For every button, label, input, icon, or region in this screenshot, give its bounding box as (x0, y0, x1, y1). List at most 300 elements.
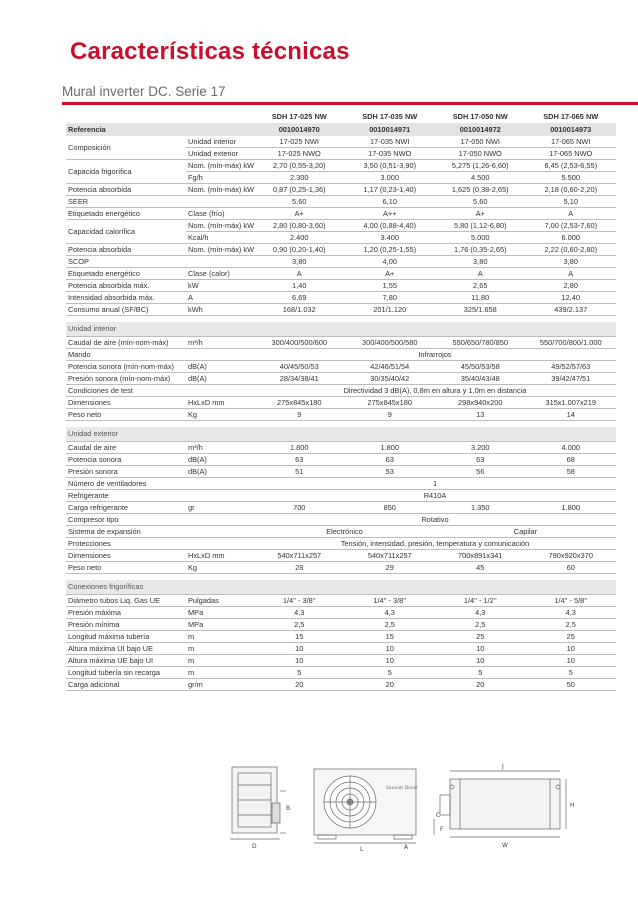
row-unit: Nom. (mín-máx) kW (188, 220, 254, 230)
row-value: 439/2.137 (526, 304, 617, 316)
table-row (66, 502, 616, 514)
row-value: 5 (526, 667, 617, 679)
row-value: A+ (345, 268, 436, 280)
row-value: 2,70 (0,55-3,20) (254, 160, 345, 172)
row-label: Caudal de aire (mín-nom-máx) (66, 337, 186, 349)
row-value: 42/46/51/54 (345, 361, 436, 373)
row-value: Capilar (435, 526, 616, 538)
row-value: 850 (345, 502, 436, 514)
row-label: Potencia absorbida máx. (66, 280, 186, 292)
row-value: Electrónico (254, 526, 435, 538)
row-value: 12,40 (526, 292, 617, 304)
row-value: 56 (435, 466, 526, 478)
table-row (66, 304, 616, 316)
row-value: 63 (435, 454, 526, 466)
row-value: 1,76 (0,35-2,65) (435, 244, 526, 256)
row-value: 1/4'' - 1/2'' (435, 595, 526, 607)
row-unit: Pulgadas (186, 595, 254, 607)
table-row (66, 397, 616, 409)
row-value: 5,60 (435, 196, 526, 208)
table-row (66, 256, 616, 268)
table-row (66, 490, 616, 502)
row-value: 2,5 (345, 619, 436, 631)
row-unit: kW (186, 280, 254, 292)
row-value: 5 (435, 667, 526, 679)
row-value: 5 (345, 667, 436, 679)
row-value: Infrarrojos (254, 349, 616, 361)
row-value: 3.000 (345, 172, 436, 184)
table-row (66, 268, 616, 280)
row-value: 68 (526, 454, 617, 466)
row-value: 60 (526, 562, 617, 574)
row-value: 63 (254, 454, 345, 466)
row-value: 4,3 (345, 607, 436, 619)
page-title: Características técnicas (70, 38, 350, 65)
row-value: 3.200 (435, 442, 526, 454)
table-row (66, 136, 616, 148)
table-row (66, 607, 616, 619)
row-label: Etiquetado energético (66, 268, 186, 280)
label-b: B (286, 805, 291, 812)
row-value: 2,5 (254, 619, 345, 631)
row-unit (186, 538, 254, 550)
row-label: Dimensiones (66, 397, 186, 409)
row-value: 1,55 (345, 280, 436, 292)
table-row (66, 550, 616, 562)
row-value: 17-035 NWI (345, 136, 436, 148)
row-label: Potencia absorbida (66, 244, 186, 256)
row-unit (186, 256, 254, 268)
row-label: Intensidad absorbida máx. (66, 292, 186, 304)
row-unit: A (186, 292, 254, 304)
row-value: 10 (254, 655, 345, 667)
row-value: 300/400/500/600 (254, 337, 345, 349)
row-value: Directividad 3 dB(A), 0,8m en altura y 1,0m en distancia (254, 385, 616, 397)
row-value: 298x940x200 (435, 397, 526, 409)
label-f: F (440, 826, 444, 833)
row-value: 6.000 (526, 232, 617, 244)
row-unit: dB(A) (186, 361, 254, 373)
row-label: Altura máxima UE bajo UI (66, 655, 186, 667)
row-value: 6,69 (254, 292, 345, 304)
row-value: 4,00 (345, 256, 436, 268)
table-row (66, 361, 616, 373)
row-label: Sistema de expansión (66, 526, 186, 538)
reference-value: 0010014972 (435, 123, 526, 136)
table-row (66, 196, 616, 208)
reference-row (66, 123, 616, 136)
row-value: 1,40 (254, 280, 345, 292)
row-value: 17-025 NWO (254, 148, 345, 160)
row-label: Caudal de aire (66, 442, 186, 454)
row-unit: dB(A) (186, 373, 254, 385)
table-row (66, 562, 616, 574)
row-value: Rotativo (254, 514, 616, 526)
row-label: Longitud máxima tubería (66, 631, 186, 643)
row-value: 5,275 (1,26-6,60) (435, 160, 526, 172)
row-value: 17-025 NWI (254, 136, 345, 148)
row-label: Compresor tipo (66, 514, 186, 526)
model-name: SDH 17-035 NW (362, 112, 418, 122)
row-value: 30/35/40/42 (345, 373, 436, 385)
row-value: A+ (435, 208, 526, 220)
table-row (66, 244, 616, 256)
row-value: 10 (526, 655, 617, 667)
row-value: 1/4'' - 3/8'' (254, 595, 345, 607)
row-value: 17-050 NWI (435, 136, 526, 148)
row-label: Altura máxima UI bajo UE (66, 643, 186, 655)
row-value: 2,22 (0,60-2,80) (526, 244, 617, 256)
row-value: 53 (345, 466, 436, 478)
row-unit (186, 478, 254, 490)
row-value: 3,80 (526, 256, 617, 268)
row-unit: m (186, 655, 254, 667)
row-value: 4,3 (254, 607, 345, 619)
row-value: 2.400 (254, 232, 345, 244)
row-unit: gr/m (186, 679, 254, 691)
row-value: 790x920x370 (526, 550, 617, 562)
row-value: 5.500 (526, 172, 617, 184)
row-label: Mando (66, 349, 186, 361)
row-value: 1.800 (345, 442, 436, 454)
row-value: 540x711x257 (254, 550, 345, 562)
specs-table-container (66, 111, 616, 691)
row-value: 63 (345, 454, 436, 466)
label-d: D (252, 843, 257, 850)
specs-table (66, 111, 616, 691)
row-unit (186, 526, 254, 538)
row-label: Carga adicional (66, 679, 186, 691)
row-unit: dB(A) (186, 466, 254, 478)
group-label: Composición (66, 136, 186, 160)
table-row (66, 538, 616, 550)
row-value: 1.800 (526, 502, 617, 514)
page-subtitle: Mural inverter DC. Serie 17 (62, 84, 226, 99)
row-value: Tensión, intensidad, presión, temperatura y comunicación (254, 538, 616, 550)
row-value: 15 (345, 631, 436, 643)
row-label: Dimensiones (66, 550, 186, 562)
table-row (66, 208, 616, 220)
row-value: 0,87 (0,25-1,36) (254, 184, 345, 196)
table-row (66, 409, 616, 421)
row-unit: MPa (186, 619, 254, 631)
row-label: Longitud tubería sin recarga (66, 667, 186, 679)
outdoor-unit-top-drawing (434, 771, 566, 837)
table-row (66, 667, 616, 679)
section-unidad-interior (66, 322, 616, 337)
group-label: Capacida frigorífica (66, 160, 186, 184)
row-value: 10 (435, 643, 526, 655)
table-row (66, 292, 616, 304)
row-unit: Clase (calor) (186, 268, 254, 280)
model-name: SDH 17-025 NW (271, 112, 327, 122)
row-value: 20 (435, 679, 526, 691)
table-row (66, 514, 616, 526)
row-value: 1,17 (0,23-1,40) (345, 184, 436, 196)
header-empty (186, 111, 254, 123)
row-value: A (254, 268, 345, 280)
row-value: 51 (254, 466, 345, 478)
row-value: 17-050 NWO (435, 148, 526, 160)
row-value: 275x845x180 (345, 397, 436, 409)
row-unit: Unidad interior (186, 136, 254, 148)
row-value: 700 (254, 502, 345, 514)
table-row (66, 349, 616, 361)
row-value: 5,80 (1,12-6,80) (435, 220, 526, 232)
row-value: 2,65 (435, 280, 526, 292)
row-label: Diámetro tubos Liq. Gas UE (66, 595, 186, 607)
group-label: Capacidad calorífica (66, 220, 186, 244)
section-unidad-exterior (66, 427, 616, 442)
row-value: 35/40/43/48 (435, 373, 526, 385)
label-a: A (404, 844, 409, 851)
model-name: SDH 17-065 NW (543, 112, 599, 122)
label-h: H (570, 802, 575, 809)
row-value: 5.000 (435, 232, 526, 244)
row-value: 315x1.007x219 (526, 397, 617, 409)
row-value: 2,5 (435, 619, 526, 631)
row-value: 1/4'' - 5/8'' (526, 595, 617, 607)
row-label: Presión máxima (66, 607, 186, 619)
label-c: C (436, 812, 441, 819)
outdoor-unit-front-drawing (314, 769, 416, 843)
brand-logo: Saunier Duval (386, 786, 418, 791)
row-label: Potencia sonora (mín-nom-máx) (66, 361, 186, 373)
table-row (66, 442, 616, 454)
row-value: 20 (345, 679, 436, 691)
row-label: Referencia (66, 123, 254, 136)
row-value: 28/34/38/41 (254, 373, 345, 385)
row-value: 17-065 NWO (526, 148, 617, 160)
row-value: A (526, 208, 617, 220)
table-row (66, 373, 616, 385)
row-value: 4,00 (0,88-4,40) (345, 220, 436, 232)
row-value: 29 (345, 562, 436, 574)
row-label: Carga refrigerante (66, 502, 186, 514)
row-value: 0,90 (0,20-1,40) (254, 244, 345, 256)
row-value: 4.500 (435, 172, 526, 184)
table-row (66, 478, 616, 490)
table-row (66, 385, 616, 397)
table-row (66, 679, 616, 691)
table-row (66, 337, 616, 349)
row-value: 3.400 (345, 232, 436, 244)
row-value: 1,625 (0,38-2,65) (435, 184, 526, 196)
row-value: 45 (435, 562, 526, 574)
row-unit: kWh (186, 304, 254, 316)
row-label: Refrigerante (66, 490, 186, 502)
row-unit: Nom. (mín-máx) kW (188, 244, 254, 254)
row-value: 45/50/53/58 (435, 361, 526, 373)
row-unit: m³/h (186, 442, 254, 454)
row-value: 3,80 (254, 256, 345, 268)
reference-value: 0010014970 (254, 123, 345, 136)
row-value: 20 (254, 679, 345, 691)
row-label: SCOP (66, 256, 186, 268)
table-row (66, 454, 616, 466)
title-divider (62, 102, 638, 105)
row-unit: Nom. (mín-máx) kW (188, 160, 254, 170)
row-value: 17-035 NWO (345, 148, 436, 160)
reference-value: 0010014971 (345, 123, 436, 136)
row-value: 2,80 (526, 280, 617, 292)
label-w: W (502, 842, 508, 849)
row-label: Condiciones de test (66, 385, 186, 397)
row-unit: dB(A) (186, 454, 254, 466)
unit-drawings (222, 755, 612, 855)
row-label: Peso neto (66, 562, 186, 574)
row-unit (186, 385, 254, 397)
row-value: 25 (526, 631, 617, 643)
row-value: 540x711x257 (345, 550, 436, 562)
row-value: 25 (435, 631, 526, 643)
row-value: 5,60 (254, 196, 345, 208)
row-value: 2.300 (254, 172, 345, 184)
row-value: 1.800 (254, 442, 345, 454)
row-unit (186, 490, 254, 502)
row-label: Consumo anual (SF/BC) (66, 304, 186, 316)
row-value: 168/1.032 (254, 304, 345, 316)
table-row (66, 595, 616, 607)
row-label: Presión mínima (66, 619, 186, 631)
reference-value: 0010014973 (526, 123, 617, 136)
table-row (66, 160, 616, 172)
row-label: Etiquetado energético (66, 208, 186, 220)
row-value: 2,18 (0,60-2,20) (526, 184, 617, 196)
row-value: 14 (526, 409, 617, 421)
row-unit (186, 349, 254, 361)
label-l: L (360, 846, 364, 853)
model-header-row (66, 111, 616, 123)
row-value: 550/700/800/1.000 (526, 337, 617, 349)
row-value: 2,5 (526, 619, 617, 631)
row-value: 3,80 (435, 256, 526, 268)
row-value: 1,20 (0,25-1,55) (345, 244, 436, 256)
row-unit: gr (186, 502, 254, 514)
row-value: 4.000 (526, 442, 617, 454)
technical-drawings (222, 755, 612, 855)
row-value: 9 (254, 409, 345, 421)
table-row (66, 466, 616, 478)
row-unit: Kg (186, 409, 254, 421)
row-unit: m (186, 631, 254, 643)
row-value: 4,3 (526, 607, 617, 619)
row-label: Número de ventiladores (66, 478, 186, 490)
row-unit: MPa (186, 607, 254, 619)
table-row (66, 526, 616, 538)
row-value: 10 (345, 655, 436, 667)
row-value: 7,00 (2,53-7,60) (526, 220, 617, 232)
section-conexiones (66, 580, 616, 595)
row-value: 1 (254, 478, 616, 490)
row-unit: m (186, 643, 254, 655)
row-unit: HxLxD mm (186, 550, 254, 562)
row-value: 9 (345, 409, 436, 421)
row-value: 13 (435, 409, 526, 421)
row-value: 10 (345, 643, 436, 655)
table-row (66, 631, 616, 643)
row-value: 58 (526, 466, 617, 478)
table-row (66, 655, 616, 667)
row-value: 2,80 (0,80-3,60) (254, 220, 345, 232)
row-value: 28 (254, 562, 345, 574)
row-unit: m³/h (186, 337, 254, 349)
row-label: Presión sonora (mín-nom-máx) (66, 373, 186, 385)
row-label: SEER (66, 196, 186, 208)
row-unit: Kg (186, 562, 254, 574)
row-value: 6,45 (2,53-6,55) (526, 160, 617, 172)
row-value: A+ (254, 208, 345, 220)
table-row (66, 220, 616, 232)
row-label: Peso neto (66, 409, 186, 421)
model-name: SDH 17-050 NW (452, 112, 508, 122)
row-value: 4,3 (435, 607, 526, 619)
row-value: A (435, 268, 526, 280)
row-value: 300/400/500/580 (345, 337, 436, 349)
row-unit: Fg/h (186, 172, 254, 184)
table-row (66, 280, 616, 292)
section-title: Unidad interior (66, 322, 616, 337)
row-value: 201/1.120 (345, 304, 436, 316)
table-row (66, 619, 616, 631)
row-value: A++ (345, 208, 436, 220)
section-title: Unidad exterior (66, 427, 616, 442)
row-value: 1.350 (435, 502, 526, 514)
row-label: Presión sonora (66, 466, 186, 478)
row-value: 39/42/47/51 (526, 373, 617, 385)
row-unit: Kcal/h (186, 232, 254, 244)
row-value: 7,80 (345, 292, 436, 304)
row-value: 10 (254, 643, 345, 655)
header-empty (66, 111, 186, 123)
row-value: 50 (526, 679, 617, 691)
row-unit (186, 196, 254, 208)
row-value: R410A (254, 490, 616, 502)
row-value: 6,10 (345, 196, 436, 208)
row-value: 49/52/57/63 (526, 361, 617, 373)
row-value: 10 (526, 643, 617, 655)
row-unit: Nom. (mín-máx) kW (188, 184, 254, 194)
row-value: 1/4'' - 3/8'' (345, 595, 436, 607)
row-value: 3,50 (0,51-3,90) (345, 160, 436, 172)
row-unit: Clase (frío) (186, 208, 254, 220)
table-row (66, 184, 616, 196)
row-value: 15 (254, 631, 345, 643)
label-j: J (502, 763, 504, 770)
row-value: 5,10 (526, 196, 617, 208)
row-value: A (526, 268, 617, 280)
row-unit: HxLxD mm (186, 397, 254, 409)
row-label: Protecciones (66, 538, 186, 550)
row-unit: m (186, 667, 254, 679)
outdoor-unit-side-drawing (230, 767, 286, 839)
row-value: 700x891x341 (435, 550, 526, 562)
row-value: 275x845x180 (254, 397, 345, 409)
row-unit: Unidad exterior (186, 148, 254, 160)
row-value: 40/45/50/53 (254, 361, 345, 373)
row-label: Potencia absorbida (66, 184, 186, 196)
row-value: 550/650/780/850 (435, 337, 526, 349)
section-title: Conexiones frigoríficas (66, 580, 616, 595)
row-value: 11,80 (435, 292, 526, 304)
table-row (66, 643, 616, 655)
row-value: 5 (254, 667, 345, 679)
row-value: 325/1.658 (435, 304, 526, 316)
row-value: 17-065 NWI (526, 136, 617, 148)
row-value: 10 (435, 655, 526, 667)
row-label: Potencia sonora (66, 454, 186, 466)
row-unit (186, 514, 254, 526)
